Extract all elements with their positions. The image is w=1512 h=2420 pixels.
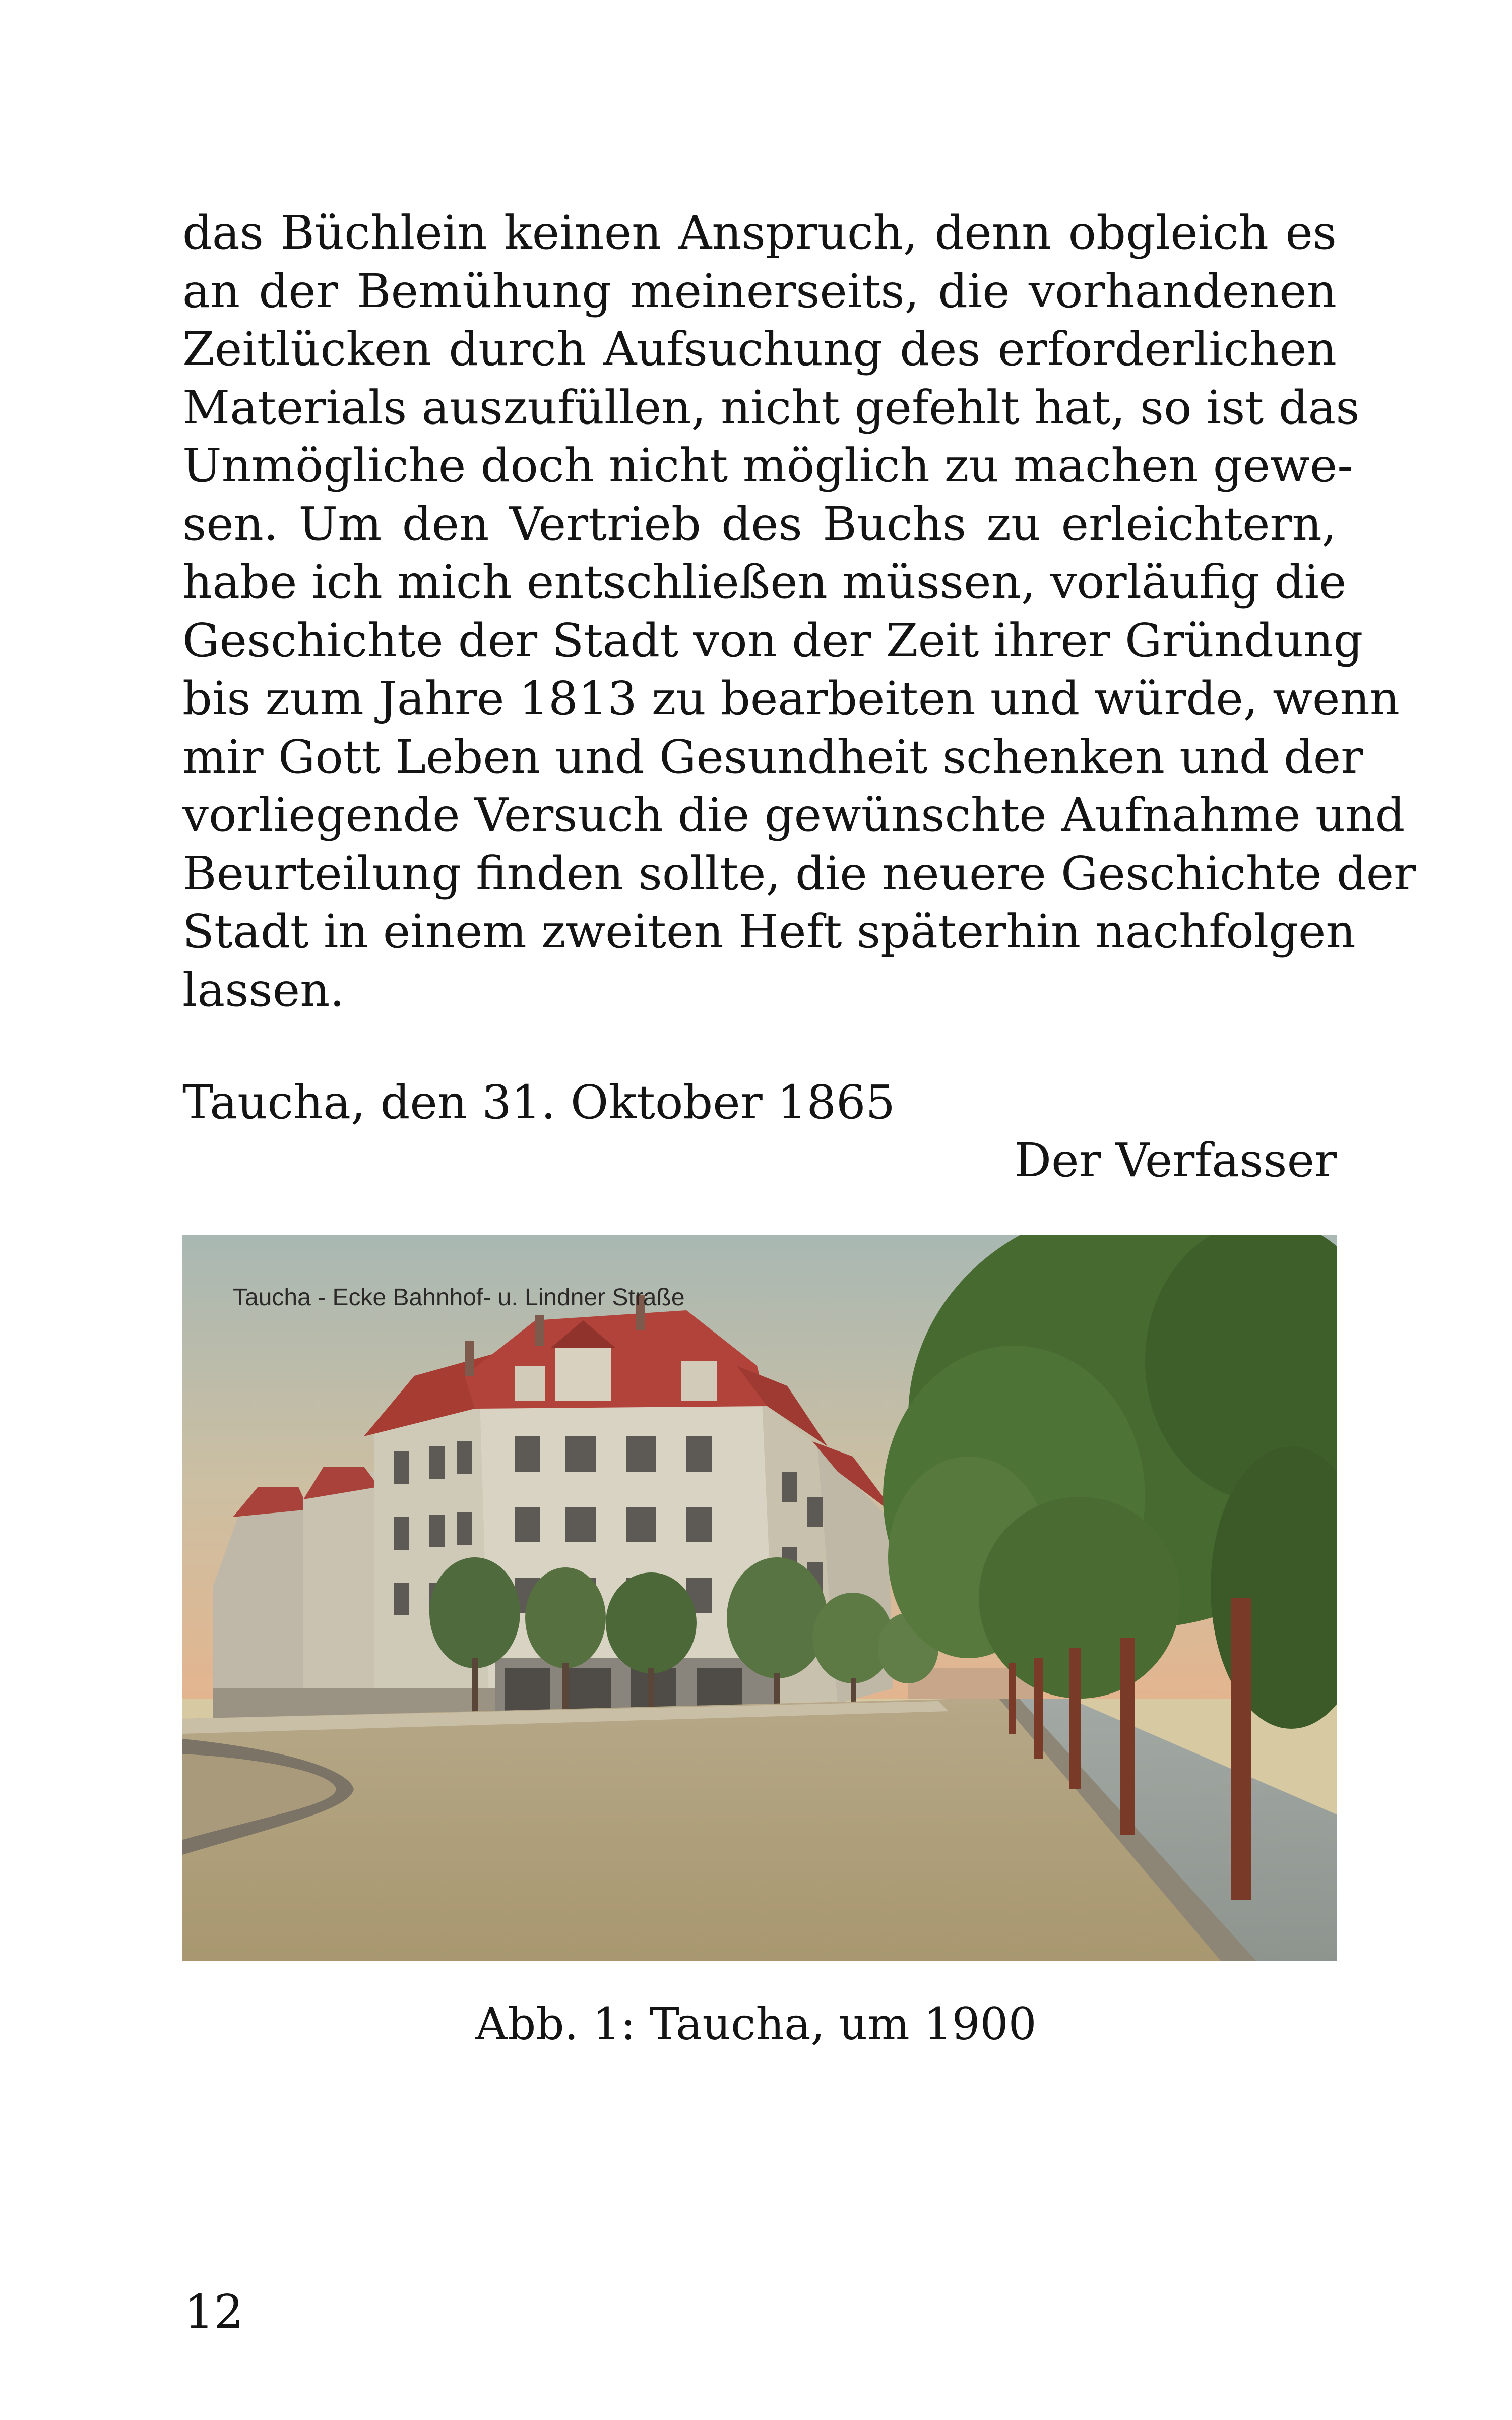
text-line: Unmögliche doch nicht möglich zu machen gewe-	[182, 439, 1353, 493]
postcard-image	[182, 1235, 1337, 1961]
page-number: 12	[184, 2285, 244, 2339]
text-line: Beurteilung finden sollte, die neuere Geschichte der	[182, 846, 1416, 900]
postcard-inscription: Taucha - Ecke Bahnhof- u. Lindner Straße	[233, 1284, 685, 1311]
text-line: vorliegende Versuch die gewünschte Aufnahme und	[182, 788, 1405, 842]
text-line: Materials auszufüllen, nicht gefehlt hat, so ist das	[182, 380, 1360, 435]
text-line: an der Bemühung meinerseits, die vorhandenen	[182, 264, 1337, 318]
text-line: lassen.	[182, 962, 345, 1017]
body-paragraph	[182, 204, 1416, 1019]
text-line: sen. Um den Vertrieb des Buchs zu erleichtern,	[182, 497, 1337, 551]
author-signoff: Der Verfasser	[1014, 1133, 1337, 1187]
text-line: bis zum Jahre 1813 zu bearbeiten und würde, wenn	[182, 672, 1400, 725]
text-line: Zeitlücken durch Aufsuchung des erforderlichen	[182, 322, 1337, 376]
place-date-line: Taucha, den 31. Oktober 1865	[182, 1075, 896, 1129]
text-line: mir Gott Leben und Gesundheit schenken und der	[182, 730, 1363, 784]
text-line: Geschichte der Stadt von der Zeit ihrer Gründung	[182, 613, 1363, 668]
text-line: das Büchlein keinen Anspruch, denn obgleich es	[182, 206, 1337, 260]
text-line: habe ich mich entschließen müssen, vorläufig die	[182, 555, 1347, 609]
figure-caption: Abb. 1: Taucha, um 1900	[475, 1998, 1037, 2050]
text-line: Stadt in einem zweiten Heft späterhin nachfolgen	[182, 904, 1356, 958]
